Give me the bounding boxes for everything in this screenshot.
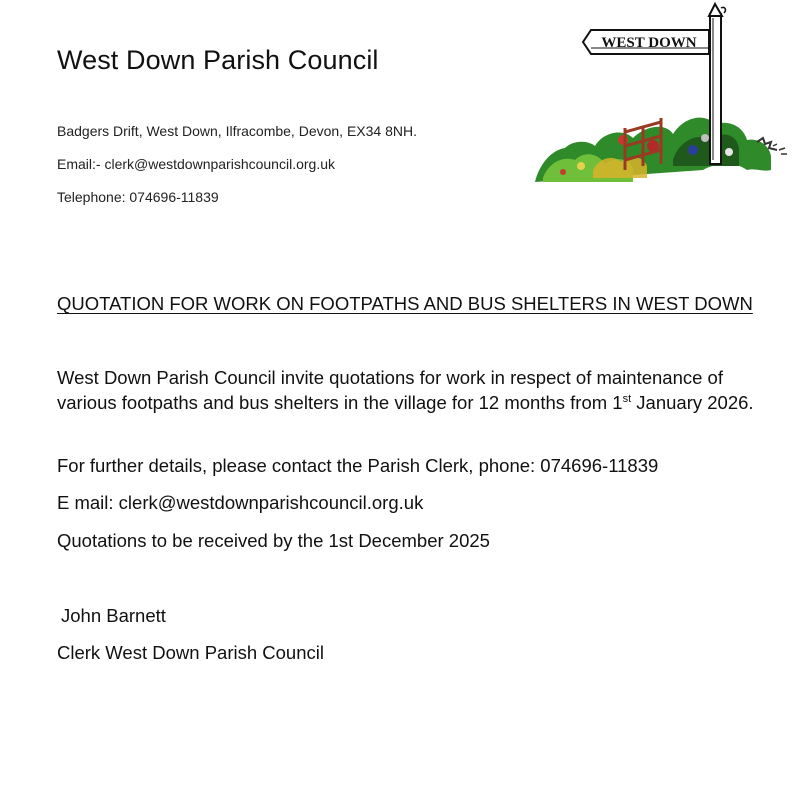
- deadline-paragraph: Quotations to be received by the 1st December 2025: [57, 530, 490, 551]
- letterhead-title: West Down Parish Council: [57, 45, 379, 75]
- ordinal-suffix: st: [622, 392, 632, 405]
- para1-text-end: January 2026.: [631, 391, 754, 413]
- sign-text: WEST DOWN: [601, 35, 697, 51]
- email-link[interactable]: clerk@westdownparishcouncil.org.uk: [104, 156, 335, 172]
- email-paragraph: E mail: clerk@westdownparishcouncil.org.uk: [57, 492, 424, 513]
- address-line: Badgers Drift, West Down, Ilfracombe, Devon, EX34 8NH.: [57, 123, 417, 139]
- notice-paragraph: [57, 366, 757, 415]
- telephone-line: Telephone: 074696-11839: [57, 189, 219, 205]
- email-line: [57, 156, 335, 172]
- signatory-name: John Barnett: [61, 605, 166, 626]
- notice-heading: QUOTATION FOR WORK ON FOOTPATHS AND BUS SHELTERS IN WEST DOWN: [57, 293, 753, 314]
- signatory-role: Clerk West Down Parish Council: [57, 642, 324, 663]
- email-prefix: Email:-: [57, 156, 105, 172]
- contact-paragraph: For further details, please contact the Parish Clerk, phone: 074696-11839: [57, 455, 659, 476]
- para1-text: West Down Parish Council invite quotations for work in respect of maintenance of various footpaths and bus shelters in the village for 12 months from 1: [57, 367, 723, 413]
- west-down-signpost-logo: [533, 0, 795, 184]
